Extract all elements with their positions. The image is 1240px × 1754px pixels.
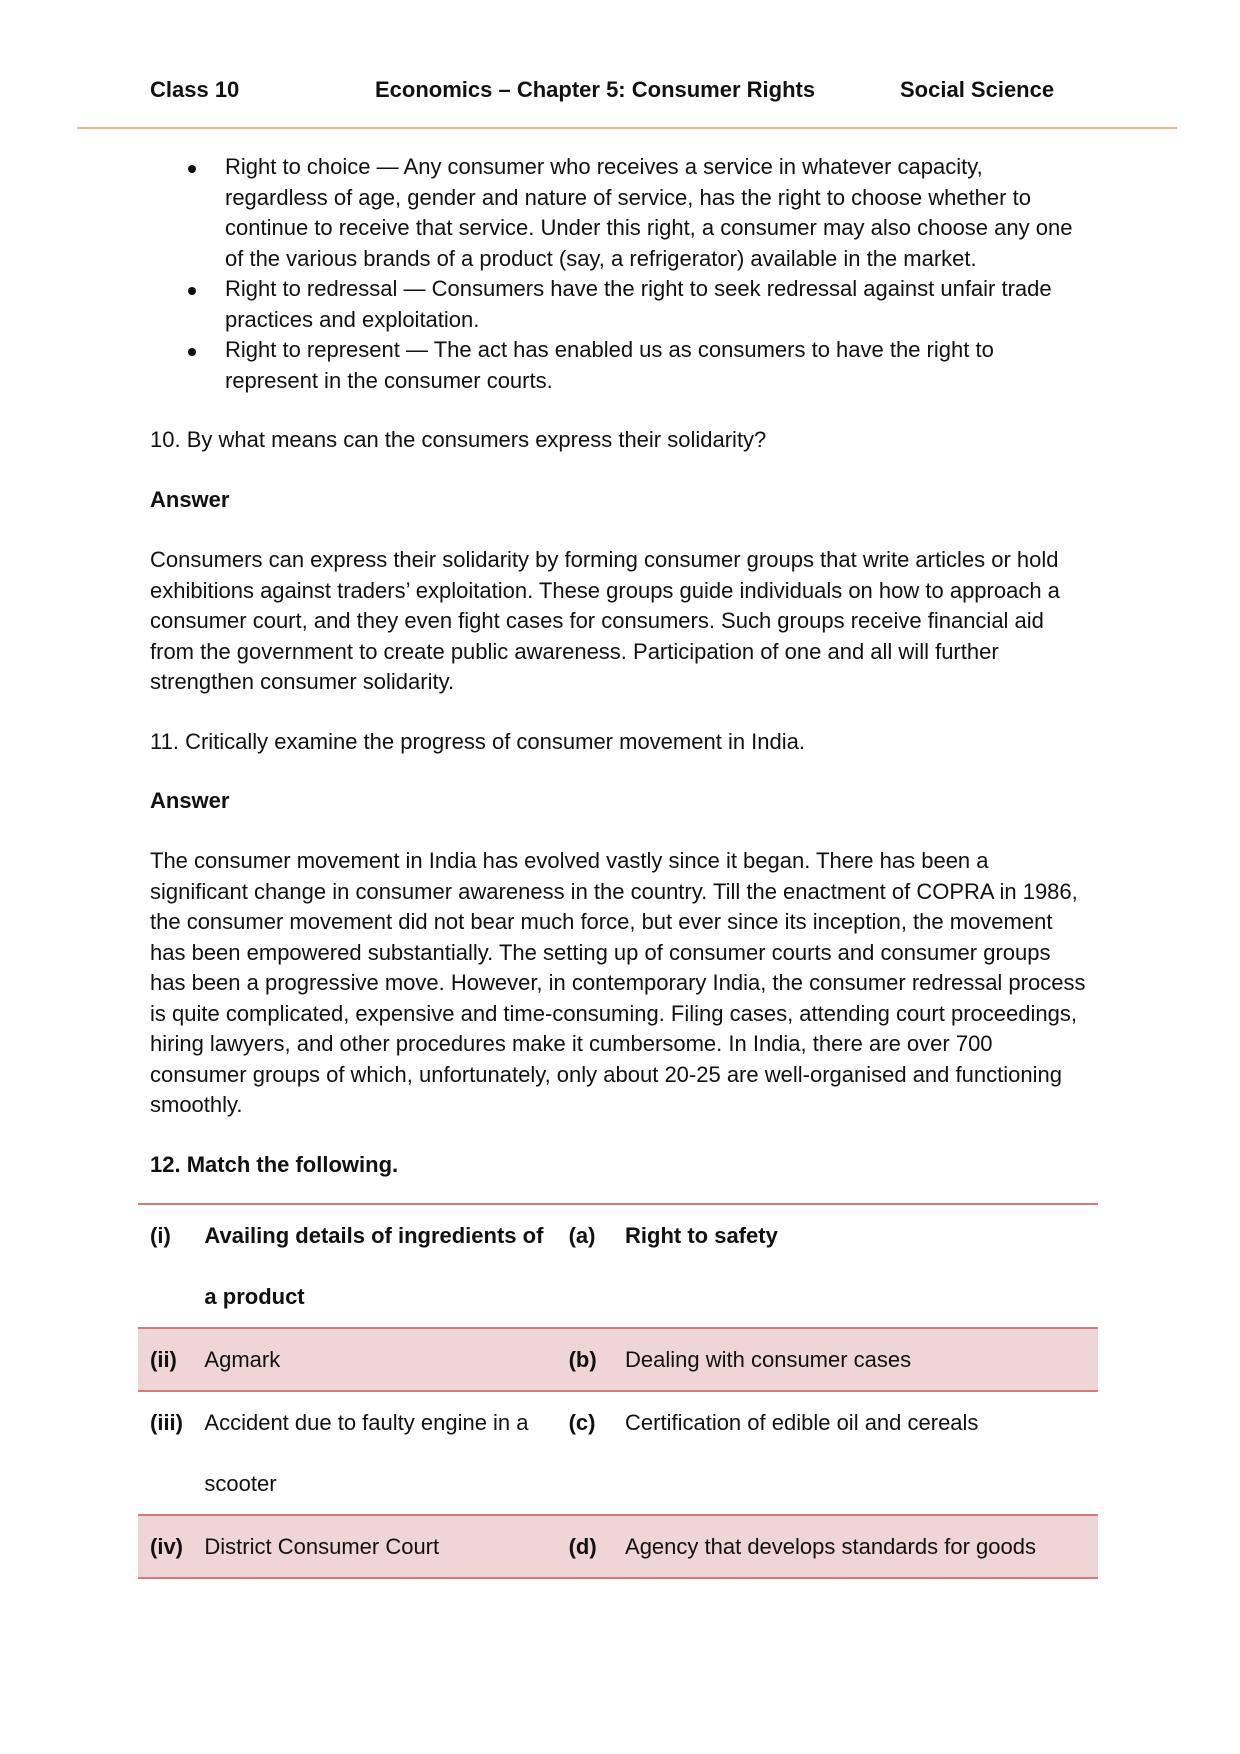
answer-10-text: Consumers can express their solidarity by forming consumer groups that write articles or hold exhibitions against traders’ exploitation. These groups guide individuals on how to approach a consumer court, and they even fight cases for consumers. Such groups receive financial aid from the government to create public awareness. Participation of one and all will further strengthen consumer solidarity. — [150, 547, 1060, 694]
page-header — [0, 0, 1240, 130]
bullet-item-right-to-choice — [150, 152, 1090, 274]
bullet-dot-icon — [188, 287, 196, 295]
header-class: Class 10 — [150, 77, 240, 102]
header-chapter-title: Economics – Chapter 5: Consumer Rights — [375, 77, 816, 102]
bullet-dot-icon — [188, 165, 196, 173]
answer-11-text: The consumer movement in India has evolved vastly since it began. There has been a significant change in consumer awareness in the country. Till the enactment of COPRA in 1986, the consumer movement did not bear much force, but ever since its inception, the movement has been empowered substantially. The setting up of consumer courts and consumer groups has been a progressive move. However, in contemporary India, the consumer redressal process is quite complicated, expensive and time-consuming. Filing cases, attending court proceedings, hiring lawyers, and other procedures make it cumbersome. In India, there are over 700 consumer groups of which, unfortunately, only about 20-25 are well-organised and functioning smoothly. — [150, 848, 1086, 1117]
bullet-dot-icon — [188, 348, 196, 356]
bullet-item-right-to-redressal — [150, 274, 1090, 335]
bullet-item-right-to-represent — [150, 335, 1090, 396]
bullet-text: Right to represent — The act has enabled us as consumers to have the right to represent in the consumer courts. — [225, 337, 994, 393]
table-row — [138, 1204, 1098, 1328]
question-12: 12. Match the following. — [150, 1152, 399, 1177]
right-item: Dealing with consumer cases — [625, 1328, 1098, 1391]
answer-10-label: Answer — [150, 487, 230, 512]
row-number: (iii) — [150, 1410, 183, 1435]
row-letter: (a) — [568, 1223, 596, 1248]
table-row — [138, 1328, 1098, 1391]
right-item: Right to safety — [625, 1223, 778, 1248]
left-item: Agmark — [204, 1328, 556, 1391]
bullet-text: Right to choice — Any consumer who receives a service in whatever capacity, regardless of age, gender and nature of service, has the right to choose whether to continue to receive that service. Under this right, a consumer may also choose any one of the various brands of a product (say, a refrigerator) available in the market. — [225, 154, 1073, 271]
right-item: Agency that develops standards for goods — [625, 1515, 1098, 1578]
left-item: District Consumer Court — [204, 1515, 556, 1578]
question-11: 11. Critically examine the progress of consumer movement in India. — [150, 729, 805, 754]
row-letter: (b) — [557, 1328, 625, 1391]
header-subject: Social Science — [900, 77, 1055, 102]
table-row — [138, 1515, 1098, 1578]
table-row — [138, 1391, 1098, 1515]
row-number: (ii) — [138, 1328, 204, 1391]
rights-bullet-list — [150, 152, 1090, 396]
right-item: Certification of edible oil and cereals — [625, 1410, 979, 1435]
left-item: Availing details of ingredients of a product — [204, 1223, 544, 1309]
row-number: (i) — [150, 1223, 171, 1248]
row-letter: (d) — [557, 1515, 625, 1578]
answer-11-label: Answer — [150, 788, 230, 813]
header-divider — [77, 127, 1177, 129]
left-item: Accident due to faulty engine in a scooter — [204, 1410, 529, 1496]
bullet-text: Right to redressal — Consumers have the right to seek redressal against unfair trade practices and exploitation. — [225, 276, 1052, 332]
row-number: (iv) — [138, 1515, 204, 1578]
row-letter: (c) — [568, 1410, 596, 1435]
match-table — [138, 1203, 1098, 1579]
question-10: 10. By what means can the consumers express their solidarity? — [150, 427, 767, 452]
